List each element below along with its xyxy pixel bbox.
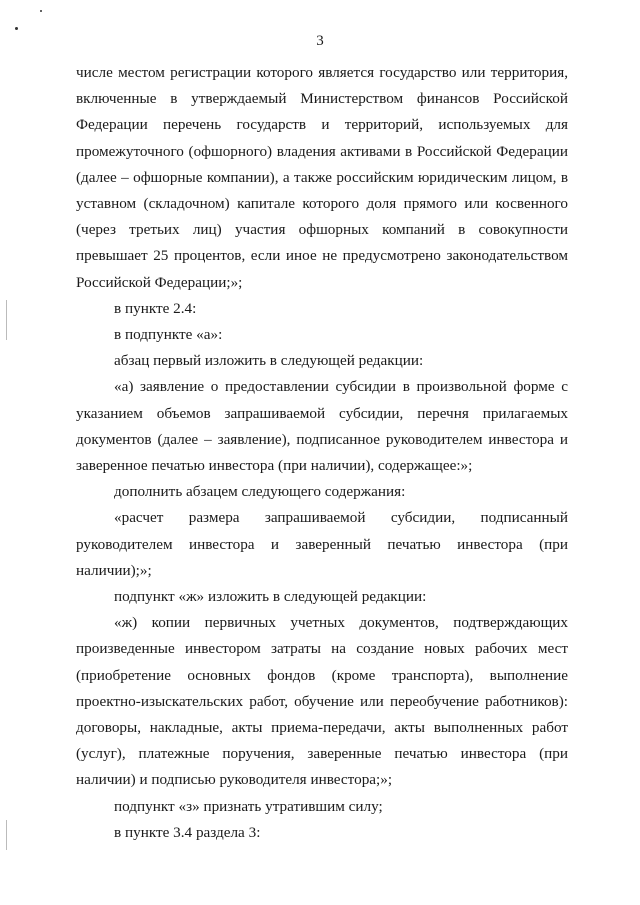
document-body bbox=[76, 60, 568, 846]
paragraph-subitem-z: подпункт «з» признать утратившим силу; bbox=[114, 797, 383, 815]
scan-edge-line bbox=[6, 300, 7, 340]
page-number: 3 bbox=[316, 33, 324, 49]
paragraph-quote-calculation: «расчет размера запрашиваемой субсидии, подписанный руководителем инвестора и заверенный печатью инвестора (при наличии);»; bbox=[76, 509, 568, 579]
scan-edge-line bbox=[6, 820, 7, 850]
paragraph-add-abzac: дополнить абзацем следующего содержания: bbox=[114, 483, 406, 501]
paragraph-quote-a: «а) заявление о предоставлении субсидии в произвольной форме с указанием объемов запрашиваемой субсидии, перечня прилагаемых документов (далее – заявление), подписанное руководителем инвестора и заверенное печатью инвестора (при наличии), содержащее:»; bbox=[76, 378, 568, 475]
paragraph-subitem-a: в подпункте «а»: bbox=[114, 326, 223, 344]
paragraph-first-abzac: абзац первый изложить в следующей редакции: bbox=[114, 352, 424, 370]
scan-speck bbox=[40, 10, 42, 12]
paragraph-continuation: числе местом регистрации которого является государство или территория, включенные в утверждаемый Министерством финансов Российской Федерации перечень государств и территорий, используемых для промежуточного (офшорного) владения активами в Российской Федерации (далее – офшорные компании), а также российским юридическим лицом, в уставном (складочном) капитале которого доля прямого или косвенного (через третьих лиц) участия офшорных компаний в совокупности превышает 25 процентов, если иное не предусмотрено законодательством Российской Федерации;»; bbox=[76, 64, 568, 291]
paragraph-item-2-4: в пункте 2.4: bbox=[114, 299, 197, 317]
paragraph-item-3-4: в пункте 3.4 раздела 3: bbox=[114, 823, 261, 841]
paragraph-quote-zh: «ж) копии первичных учетных документов, подтверждающих произведенные инвестором затраты на создание новых рабочих мест (приобретение основных фондов (кроме транспорта), выполнение проектно-изыскательских работ, обучение или переобучение работников): договоры, накладные, акты приема-передачи, акты выполненных работ (услуг), платежные поручения, заверенные печатью инвестора (при наличии) и подписью руководителя инвестора;»; bbox=[76, 614, 568, 789]
scan-speck bbox=[15, 27, 18, 30]
paragraph-subitem-zh: подпункт «ж» изложить в следующей редакции: bbox=[114, 588, 427, 606]
